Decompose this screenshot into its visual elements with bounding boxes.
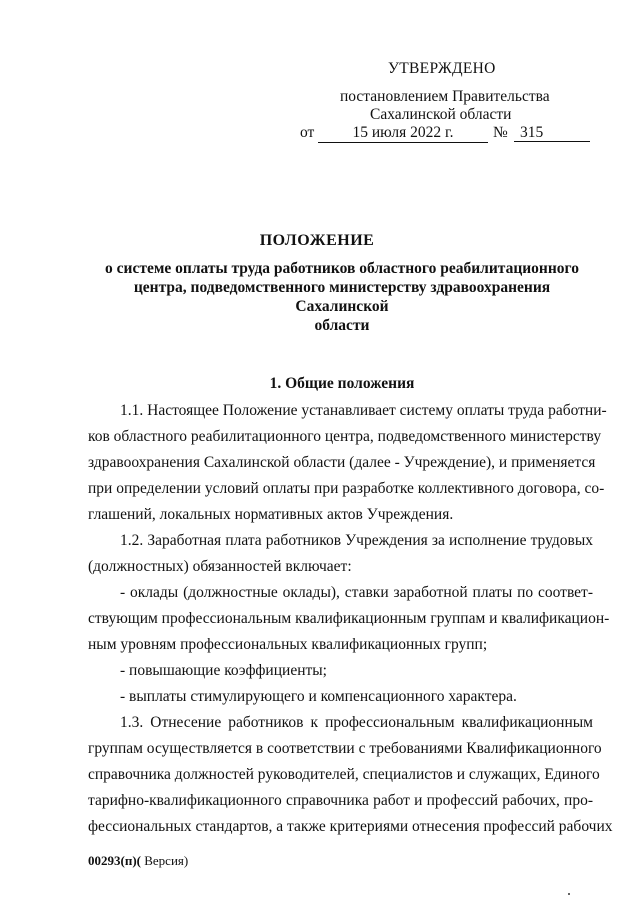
paragraph-line: при определении условий оплаты при разработке коллективного договора, со-: [88, 480, 605, 497]
paragraph-line: тарифно-квалификационного справочника работ и профессий рабочих, про-: [88, 792, 593, 809]
paragraph-line: здравоохранения Сахалинской области (далее - Учреждение), и применяется: [88, 454, 596, 471]
list-item-line: - выплаты стимулирующего и компенсационного характера.: [120, 688, 517, 705]
paragraph-line: ков областного реабилитационного центра, подведомственного министерству: [88, 428, 602, 445]
paragraph-line: 1.1. Настоящее Положение устанавливает систему оплаты труда работни-: [120, 402, 607, 419]
approval-title: УТВЕРЖДЕНО: [388, 60, 496, 77]
paragraph-line: глашений, локальных нормативных актов Учреждения.: [88, 506, 454, 523]
paragraph-line: группам осуществляется в соответствии с требованиями Квалификационного: [88, 740, 602, 757]
number-label: №: [493, 124, 508, 141]
document-subtitle: [92, 259, 592, 335]
approval-date-line: [296, 124, 596, 144]
approval-number: 315: [514, 124, 590, 142]
scan-dot: [568, 893, 570, 895]
paragraph-line: 1.2. Заработная плата работников Учреждения за исполнение трудовых: [120, 532, 593, 549]
subtitle-line: о системе оплаты труда работников областного реабилитационного: [105, 260, 579, 277]
subtitle-line: области: [314, 317, 370, 334]
subtitle-line: центра, подведомственного министерству здравоохранения Сахалинской: [133, 279, 551, 315]
paragraph-line: (должностных) обязанностей включает:: [88, 558, 352, 575]
footer-code: 00293(п)(: [88, 853, 141, 868]
list-item-line: ствующим профессиональным квалификационным группам и квалификацион-: [88, 610, 610, 627]
from-label: от: [300, 124, 315, 141]
document-title: ПОЛОЖЕНИЕ: [259, 232, 375, 249]
approval-line-1: постановлением Правительства: [340, 88, 550, 105]
paragraph-line: фессиональных стандартов, а также критериями отнесения профессий рабочих: [88, 818, 613, 835]
paragraph-line: 1.3. Отнесение работников к профессиональным квалификационным: [120, 714, 593, 731]
list-item-line: - повышающие коэффициенты;: [120, 662, 327, 679]
approval-date: 15 июля 2022 г.: [318, 124, 488, 143]
list-item-line: ным уровням профессиональных квалификационных групп;: [88, 636, 488, 653]
list-item-line: - оклады (должностные оклады), ставки заработной платы по соответ-: [120, 584, 593, 601]
approval-line-2: Сахалинской области: [370, 106, 512, 123]
footer-version: Версия): [140, 853, 189, 868]
section-heading: 1. Общие положения: [269, 375, 415, 392]
paragraph-line: справочника должностей руководителей, специалистов и служащих, Единого: [88, 766, 600, 783]
document-footer: [88, 853, 188, 869]
